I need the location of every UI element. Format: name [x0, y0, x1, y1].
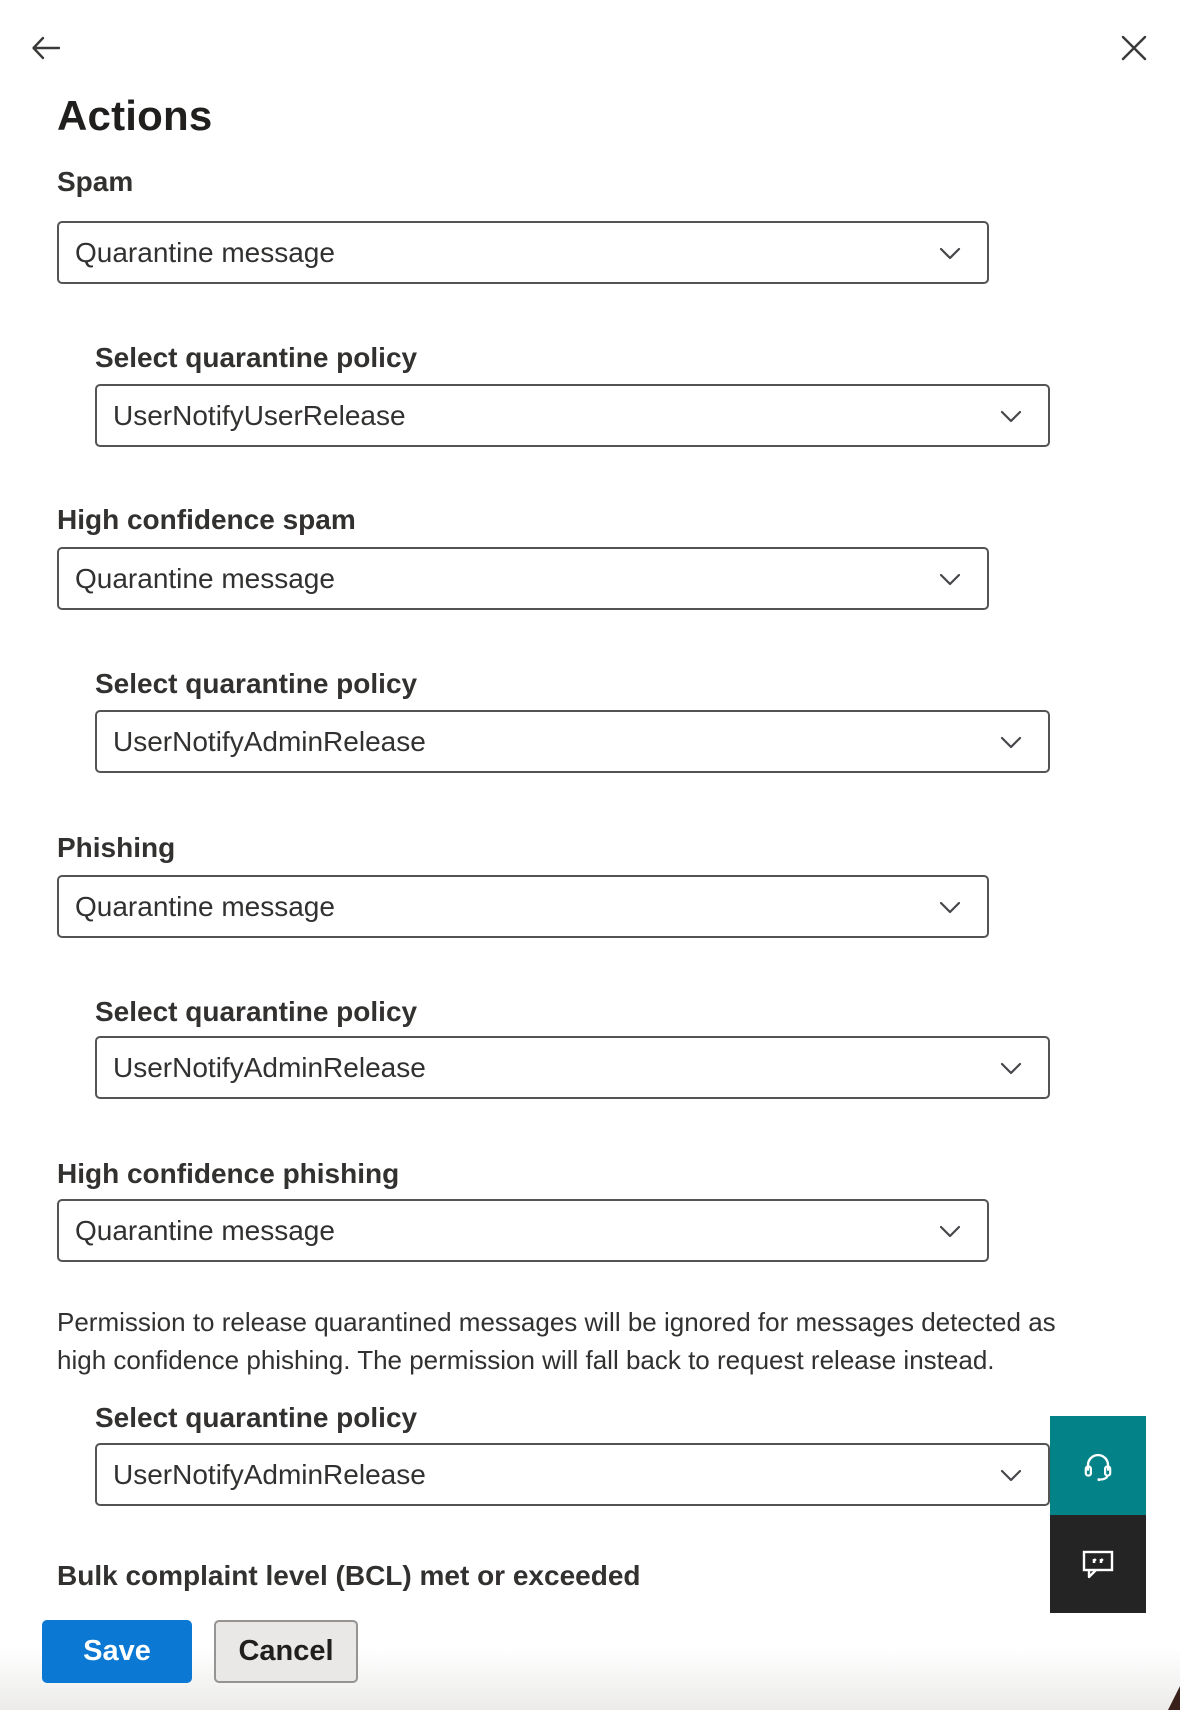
chevron-down-icon	[935, 564, 965, 594]
high-confidence-spam-label: High confidence spam	[57, 504, 356, 535]
high-confidence-spam-action-dropdown[interactable]	[57, 547, 989, 610]
chevron-down-icon	[996, 1053, 1026, 1083]
high-confidence-spam-policy-value: UserNotifyAdminRelease	[113, 725, 426, 757]
phishing-label: Phishing	[57, 832, 176, 863]
phishing-policy-dropdown[interactable]	[95, 1036, 1050, 1099]
high-confidence-spam-action-value: Quarantine message	[75, 562, 335, 594]
spam-policy-value: UserNotifyUserRelease	[113, 399, 406, 431]
high-confidence-phishing-policy-dropdown[interactable]	[95, 1443, 1050, 1506]
high-confidence-phishing-policy-value: UserNotifyAdminRelease	[113, 1458, 426, 1490]
chat-icon	[1080, 1546, 1116, 1582]
phishing-policy-label: Select quarantine policy	[95, 996, 418, 1027]
close-icon	[1118, 32, 1150, 64]
spam-action-dropdown[interactable]	[57, 221, 989, 284]
high-confidence-phishing-label: High confidence phishing	[57, 1158, 400, 1189]
high-confidence-spam-policy-label: Select quarantine policy	[95, 668, 418, 699]
chevron-down-icon	[935, 892, 965, 922]
high-confidence-spam-policy-dropdown[interactable]	[95, 710, 1050, 773]
phishing-action-dropdown[interactable]	[57, 875, 989, 938]
spam-policy-dropdown[interactable]	[95, 384, 1050, 447]
bulk-complaint-level-label: Bulk complaint level (BCL) met or exceeded	[57, 1560, 641, 1591]
back-button[interactable]	[24, 26, 68, 70]
cancel-button[interactable]: Cancel	[214, 1620, 358, 1683]
footer-bar	[0, 1597, 1180, 1710]
chevron-down-icon	[996, 1460, 1026, 1490]
close-button[interactable]	[1112, 26, 1156, 70]
high-confidence-phishing-note: Permission to release quarantined messages will be ignored for messages detected as high confidence phishing. The permission will fall back to request release instead.	[57, 1307, 1056, 1375]
feedback-button[interactable]	[1050, 1515, 1146, 1613]
chevron-down-icon	[935, 1216, 965, 1246]
chevron-down-icon	[935, 238, 965, 268]
high-confidence-phishing-action-dropdown[interactable]	[57, 1199, 989, 1262]
corner-widget-fragment	[1168, 1686, 1180, 1710]
chevron-down-icon	[996, 727, 1026, 757]
spam-policy-label: Select quarantine policy	[95, 342, 418, 373]
high-confidence-phishing-action-value: Quarantine message	[75, 1214, 335, 1246]
chevron-down-icon	[996, 401, 1026, 431]
phishing-action-value: Quarantine message	[75, 890, 335, 922]
page-title: Actions	[57, 92, 213, 139]
help-button[interactable]	[1050, 1416, 1146, 1515]
headset-icon	[1078, 1446, 1118, 1486]
back-arrow-icon	[28, 30, 64, 66]
high-confidence-phishing-policy-label: Select quarantine policy	[95, 1402, 418, 1433]
spam-label: Spam	[57, 166, 134, 197]
spam-action-value: Quarantine message	[75, 236, 335, 268]
save-button[interactable]: Save	[42, 1620, 192, 1683]
phishing-policy-value: UserNotifyAdminRelease	[113, 1051, 426, 1083]
